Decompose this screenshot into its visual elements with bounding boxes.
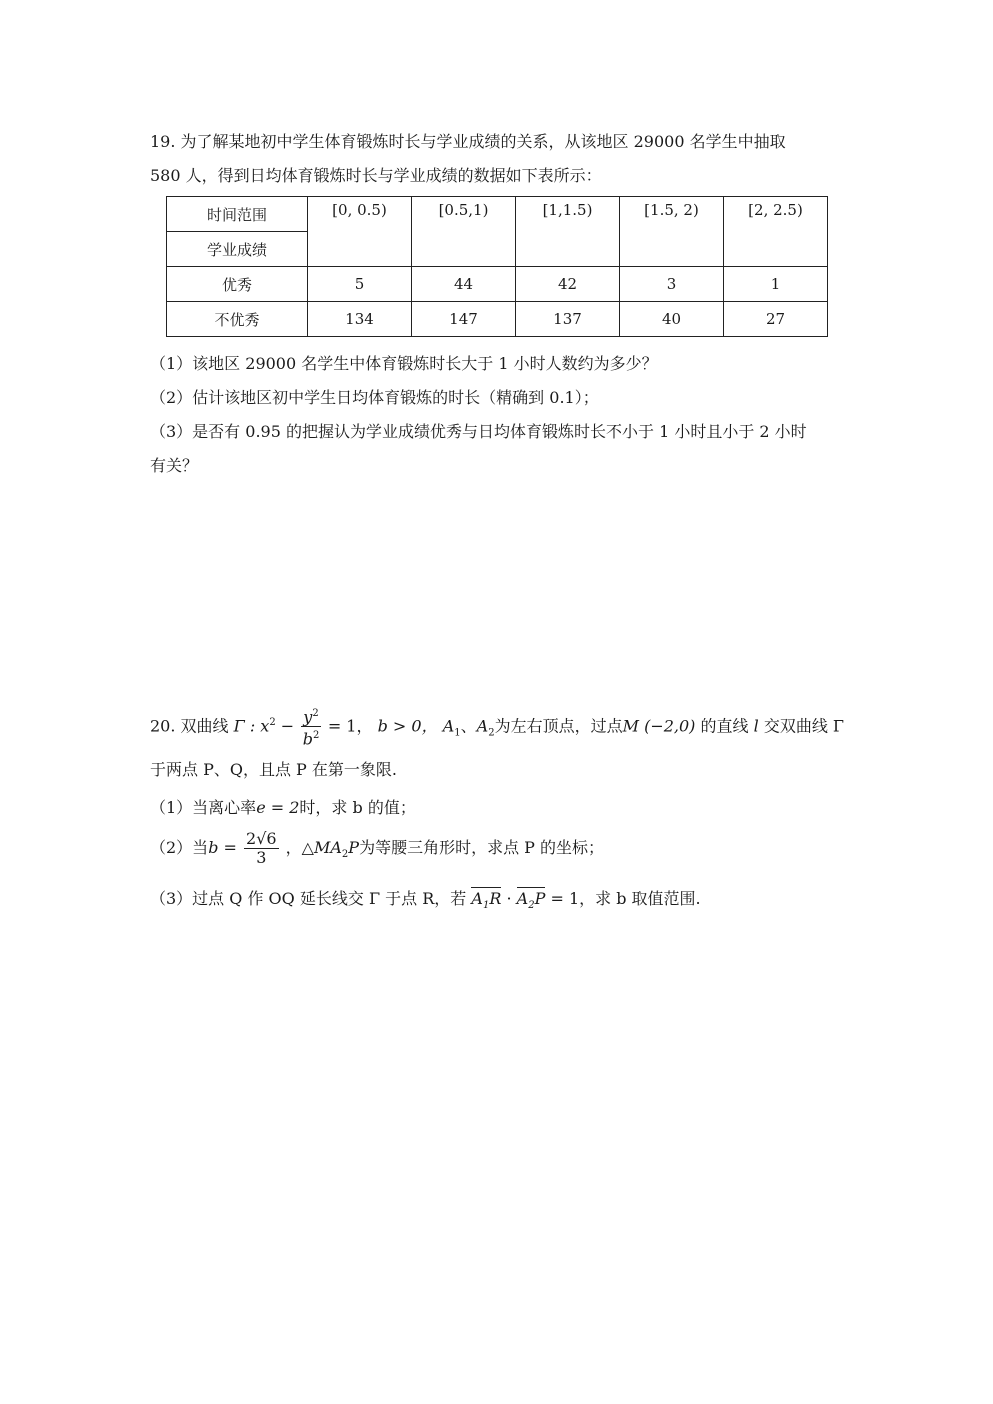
table-row [167, 302, 828, 337]
hyperbola-fraction: $\frac{y^2}{b^2}$ [301, 705, 320, 749]
q19-line-2: 580 人，得到日均体育锻炼时长与学业成绩的数据如下表所示： [150, 166, 602, 185]
q20-sub-1: （1）当离心率e = 2时，求 b 的值； [150, 798, 416, 817]
row-label: 不优秀 [167, 302, 308, 337]
q19-line-1: 19. 为了解某地初中学生体育锻炼时长与学业成绩的关系，从该地区 29000 名学生中抽取 [150, 132, 786, 151]
table-cell: 5 [308, 267, 412, 302]
q20-sub-2: （2）当b = $\frac{2√6}{3}$ ，$\triangle MA_2P$为等腰三角形时，求点 P 的坐标； [150, 829, 605, 867]
q19-sub-2: （2）估计该地区初中学生日均体育锻炼的时长（精确到 0.1）； [150, 388, 599, 407]
vector-a1r: $A_1R$ [471, 889, 502, 912]
table-cell: 137 [516, 302, 620, 337]
q19-sub-3-line-2: 有关？ [150, 456, 199, 475]
table-cell: 44 [412, 267, 516, 302]
vector-a2p: $A_2P$ [516, 889, 546, 912]
table-cell: 40 [620, 302, 724, 337]
col-header-2: [0.5,1) [412, 197, 516, 267]
q20-line-2: 于两点 P、Q，且点 P 在第一象限. [150, 760, 397, 779]
table-corner-bottom: 学业成绩 [167, 232, 308, 267]
data-table [166, 196, 828, 337]
col-header-5: [2, 2.5) [724, 197, 828, 267]
table-cell: 42 [516, 267, 620, 302]
table-cell: 1 [724, 267, 828, 302]
table-cell: 27 [724, 302, 828, 337]
b-fraction: $\frac{2√6}{3}$ [246, 829, 277, 867]
table-cell: 3 [620, 267, 724, 302]
table-cell: 147 [412, 302, 516, 337]
table-row [167, 267, 828, 302]
q20-sub-3: （3）过点 Q 作 OQ 延长线交 Γ 于点 R，若 $A_1R \cdot A_2P = 1$，求 b 取值范围. [150, 889, 701, 912]
row-label: 优秀 [167, 267, 308, 302]
q19-sub-3-line-1: （3）是否有 0.95 的把握认为学业成绩优秀与日均体育锻炼时长不小于 1 小时且小于 2 小时 [150, 422, 807, 441]
table-corner-top: 时间范围 [167, 197, 308, 232]
table-cell: 134 [308, 302, 412, 337]
q20-line-1: 20. 双曲线 Γ : $x^2$ − $\frac{y^2}{b^2}$ = 1， b > 0， $A_1$、$A_2$为左右顶点，过点M (−2,0) 的直线 l 交双曲线 Γ [150, 703, 844, 754]
col-header-1: [0, 0.5) [308, 197, 412, 267]
col-header-4: [1.5, 2) [620, 197, 724, 267]
q19-sub-1: （1）该地区 29000 名学生中体育锻炼时长大于 1 小时人数约为多少？ [150, 354, 658, 373]
col-header-3: [1,1.5) [516, 197, 620, 267]
